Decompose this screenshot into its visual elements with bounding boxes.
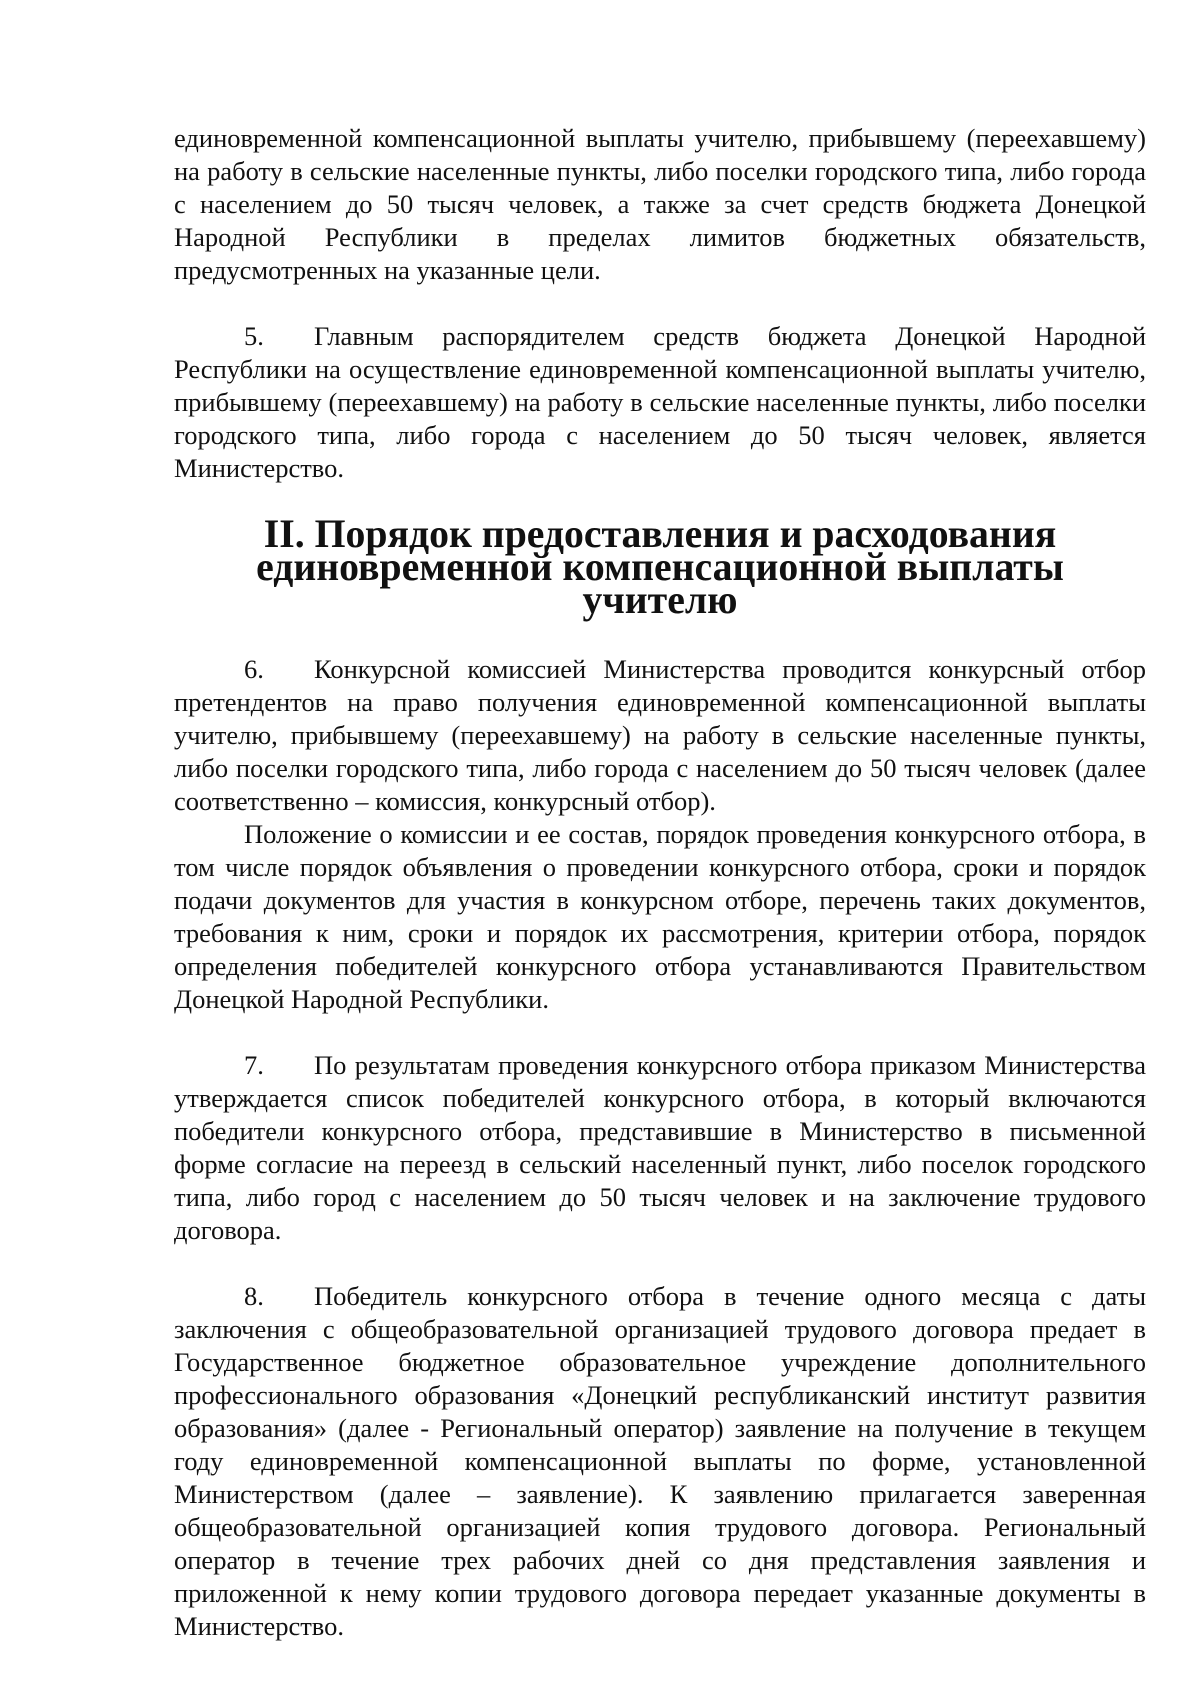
paragraph-number: 6. <box>244 654 264 684</box>
paragraph-number: 5. <box>244 321 264 351</box>
paragraph-6 <box>174 653 1146 818</box>
paragraph-8 <box>174 1280 1146 1643</box>
document-page <box>174 122 1146 1643</box>
paragraph-7 <box>174 1049 1146 1247</box>
paragraph-text: По результатам проведения конкурсного отбора приказом Министерства утверждается список победителей конкурсного отбора, в который включаются победители конкурсного отбора, представившие в Министерство в письменной форме согласие на переезд в сельский населенный пункт, либо поселок городского типа, либо город с населением до 50 тысяч человек и на заключение трудового договора. <box>174 1050 1146 1245</box>
spacer <box>174 617 1146 653</box>
paragraph-text: Победитель конкурсного отбора в течение одного месяца с даты заключения с общеобразовательной организацией трудового договора предает в Государственное бюджетное образовательное учреждение дополнительного профессионального образования «Донецкий республиканский институт развития образования» (далее - Региональный оператор) заявление на получение в текущем году единовременной компенсационной выплаты по форме, установленной Министерством (далее – заявление). К заявлению прилагается заверенная общеобразовательной организацией копия трудового договора. Региональный оператор в течение трех рабочих дней со дня представления заявления и приложенной к нему копии трудового договора передает указанные документы в Министерство. <box>174 1281 1146 1641</box>
section-heading-line-2: единовременной компенсационной выплаты учителю <box>256 545 1064 622</box>
paragraph-6-continuation: Положение о комиссии и ее состав, порядок проведения конкурсного отбора, в том числе порядок объявления о проведении конкурсного отбора, сроки и порядок подачи документов для участия в конкурсном отборе, перечень таких документов, требования к ним, сроки и порядок их рассмотрения, критерии отбора, порядок определения победителей конкурсного отбора устанавливаются Правительством Донецкой Народной Республики. <box>174 819 1146 1014</box>
paragraph-5 <box>174 320 1146 485</box>
spacer <box>174 1016 1146 1049</box>
spacer <box>174 287 1146 320</box>
section-heading <box>174 512 1146 622</box>
paragraph-number: 7. <box>244 1050 264 1080</box>
spacer <box>174 1247 1146 1280</box>
paragraph-number: 8. <box>244 1281 264 1311</box>
intro-paragraph: единовременной компенсационной выплаты учителю, прибывшему (переехавшему) на работу в сельские населенные пункты, либо поселки городского типа, либо города с населением до 50 тысяч человек, а также за счет средств бюджета Донецкой Народной Республики в пределах лимитов бюджетных обязательств, предусмотренных на указанные цели. <box>174 123 1146 285</box>
paragraph-text: Конкурсной комиссией Министерства проводится конкурсный отбор претендентов на право получения единовременной компенсационной выплаты учителю, прибывшему (переехавшему) на работу в сельские населенные пункты, либо поселки городского типа, либо города с населением до 50 тысяч человек (далее соответственно – комиссия, конкурсный отбор). <box>174 654 1146 816</box>
paragraph-text: Главным распорядителем средств бюджета Донецкой Народной Республики на осуществление единовременной компенсационной выплаты учителю, прибывшему (переехавшему) на работу в сельские населенные пункты, либо поселки городского типа, либо города с населением до 50 тысяч человек, является Министерство. <box>174 321 1146 483</box>
section-heading-line-1: II. Порядок предоставления и расходования <box>263 512 1057 556</box>
